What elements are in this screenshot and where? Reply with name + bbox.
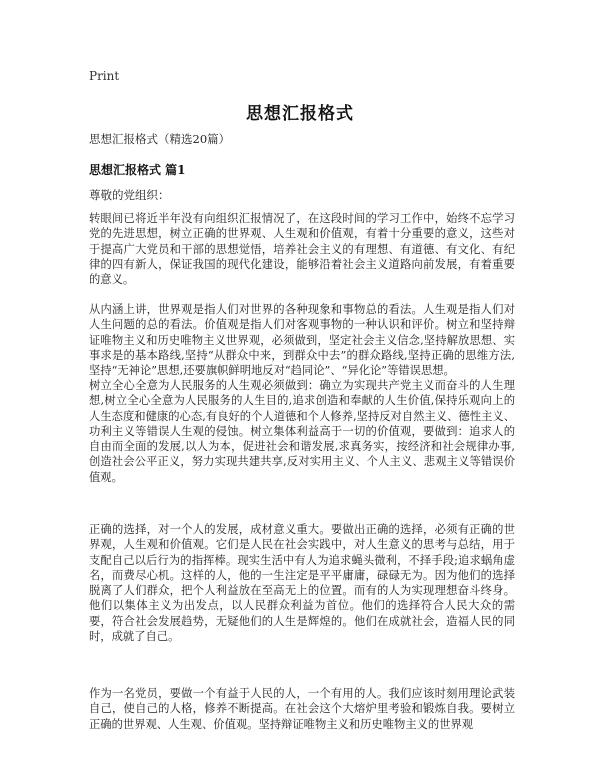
print-link[interactable]: Print: [89, 69, 120, 83]
document-title: 思想汇报格式: [246, 104, 354, 124]
section-heading: 思想汇报格式 篇1: [89, 163, 186, 177]
body-paragraph: 树立全心全意为人民服务的人生观必须做到：确立为实现共产党主义而奋斗的人生理想,树立全心全意为人民服务的人生目的,追求创造和奉献的人生价值,保持乐观向上的人生态度和健康的心态,有良好的个人道德和个人修养,坚持反对自然主义、德性主义、功利主义等错误人生观的侵蚀。树立集体利益高于一切的价值观，要做到：追求人的自由而全面的发展,以人为本，促进社会和谐发展,求真务实，按经济和社会规律办事,创造社会公平正义，努力实现共建共享,反对实用主义、个人主义、悲观主义等错误价值观。: [89, 379, 515, 484]
body-paragraph: 正确的选择，对一个人的发展，成材意义重大。要做出正确的选择，必须有正确的世界观，人生观和价值观。它们是人民在社会实践中，对人生意义的思考与总结，用于支配自己以后行为的指挥棒。现实生活中有人为追求蝇头微利，不择手段;追求蜗角虚名，而费尽心机。这样的人，他的一生注定是平平庸庸，碌碌无为。因为他们的选择脱离了人们群众，把个人利益放在至高无上的位置。而有的人为实现理想奋斗终身。他们以集体主义为出发点，以人民群众利益为首位。他们的选择符合人民大众的需要，符合社会发展趋势，无疑他们的人生是辉煌的。他们在成就社会，造福人民的同时，成就了自己。: [89, 523, 515, 644]
body-paragraph: 转眼间已将近半年没有向组织汇报情况了，在这段时间的学习工作中，始终不忘学习党的先进思想，树立正确的世界观、人生观和价值观，有着十分重要的意义，这些对于提高广大党员和干部的思想觉悟，培养社会主义的有理想、有道德、有文化、有纪律的四有新人，保证我国的现代化建设，能够沿着社会主义道路向前发展，有着重要的意义。: [89, 212, 515, 287]
salutation: 尊敬的党组织：: [89, 188, 170, 202]
body-paragraph: 从内涵上讲，世界观是指人们对世界的各种现象和事物总的看法。人生观是指人们对人生问题的总的看法。价值观是指人们对客观事物的一种认识和评价。树立和坚持辩证唯物主义和历史唯物主义世界观，必须做到，坚定社会主义信念,坚持解放思想、实事求是的基本路线,坚持“从群众中来，到群众中去”的群众路线,坚持正确的思维方法,坚持“无神论”思想,还要旗帜鲜明地反对“趋同论”、“异化论”等错误思想。: [89, 303, 515, 378]
body-paragraph: 作为一名党员，要做一个有益于人民的人，一个有用的人。我们应该时刻用理论武装自己，使自己的人格，修养不断提高。在社会这个大熔炉里考验和锻炼自我。要树立正确的世界观、人生观、价值观。坚持辩证唯物主义和历史唯物主义的世界观: [89, 687, 515, 731]
document-subtitle: 思想汇报格式（精选20篇）: [89, 132, 231, 146]
